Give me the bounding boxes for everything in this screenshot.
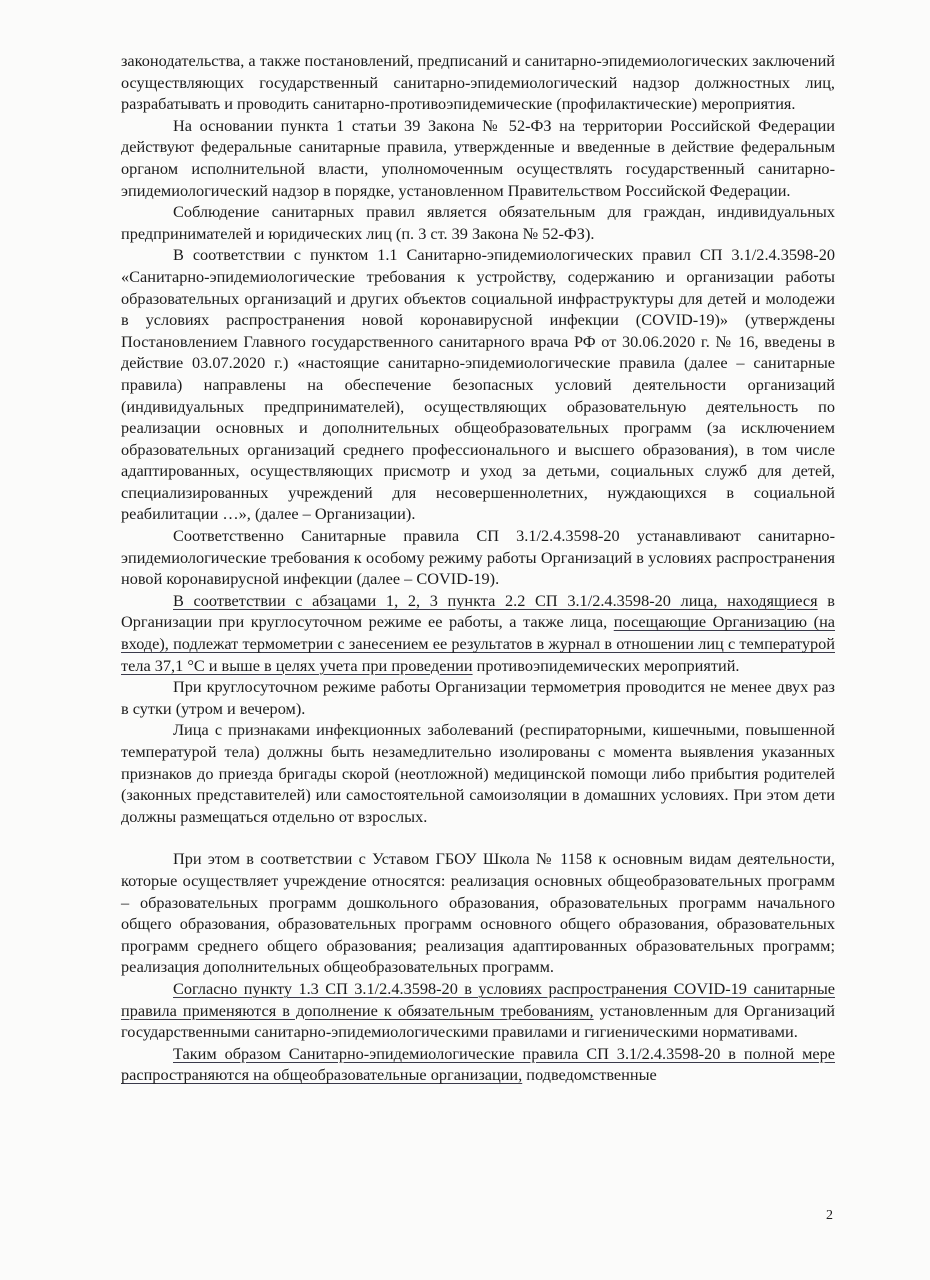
paragraph: Соблюдение санитарных правил является обязательным для граждан, индивидуальных предпринимателей и юридических лиц (п. 3 ст. 39 Закона № 52-ФЗ). [121,202,835,243]
paragraph-highlighted [121,590,835,676]
paragraph: Соответственно Санитарные правила СП 3.1/2.4.3598-20 устанавливают санитарно-эпидемиологические требования к особому режиму работы Организаций в условиях распространения новой коронавирусной инфекции (далее – COVID-19). [121,526,835,589]
plain-text: противоэпидемических мероприятий. [472,655,740,675]
paragraph: При этом в соответствии с Уставом ГБОУ Школа № 1158 к основным видам деятельности, которые осуществляет учреждение относятся: реализация основных общеобразовательных программ – образовательных программ дошкольного образования, образовательных программ начального общего образования, образовательных программ основного общего образования, образовательных программ среднего общего образования; реализация адаптированных образовательных программ; реализация дополнительных общеобразовательных программ. [121,849,835,977]
paragraph-highlighted [121,978,835,1043]
underlined-text: посещающие Организацию (на входе), подлежат термометрии с занесением ее результатов в журнал в отношении лиц с температурой тела 37,1 °С и выше в целях учета при проведении [121,612,836,675]
plain-text: установленным для Организаций государственными санитарно-эпидемиологическими правилами и гигиеническими нормативами. [121,1000,836,1042]
underlined-text: Согласно пункту 1.3 СП 3.1/2.4.3598-20 в условиях распространения COVID-19 санитарные правила применяются в дополнение к обязательным требованиям, [121,978,835,1020]
page-number: 2 [826,1208,833,1223]
plain-text: подведомственные [522,1065,657,1085]
paragraph: При круглосуточном режиме работы Организации термометрия проводится не менее двух раз в сутки (утром и вечером). [121,677,835,718]
paragraph: В соответствии с пунктом 1.1 Санитарно-эпидемиологических правил СП 3.1/2.4.3598-20 «Санитарно-эпидемиологические требования к устройству, содержанию и организации работы образовательных организаций и других объектов социальной инфраструктуры для детей и молодежи в условиях распространения новой коронавирусной инфекции (COVID-19)» (утверждены Постановлением Главного государственного санитарного врача РФ от 30.06.2020 г. № 16, введены в действие 03.07.2020 г.) «настоящие санитарно-эпидемиологические правила (далее – санитарные правила) направлены на обеспечение безопасных условий деятельности организаций (индивидуальных предпринимателей), осуществляющих образовательную деятельность по реализации основных и дополнительных общеобразовательных программ (за исключением образовательных организаций среднего профессионального и высшего образования), в том числе адаптированных, осуществляющих присмотр и уход за детьми, социальных служб для детей, специализированных учреждений для несовершеннолетних, нуждающихся в социальной реабилитации …», (далее – Организации). [121,245,835,524]
document-body [121,50,835,1086]
paragraph: Лица с признаками инфекционных заболеваний (респираторными, кишечными, повышенной температурой тела) должны быть незамедлительно изолированы с момента выявления указанных признаков до приезда бригады скорой (неотложной) медицинской помощи либо прибытия родителей (законных представителей) или самостоятельной самоизоляции в домашних условиях. При этом дети должны размещаться отдельно от взрослых. [121,720,835,826]
paragraph: законодательства, а также постановлений, предписаний и санитарно-эпидемиологических заключений осуществляющих государственный санитарно-эпидемиологический надзор должностных лиц, разрабатывать и проводить санитарно-противоэпидемические (профилактические) мероприятия. [121,51,835,114]
underlined-text: В соответствии с абзацами 1, 2, 3 пункта 2.2 СП 3.1/2.4.3598-20 лица, находящиеся [173,590,818,610]
paragraph-highlighted [121,1043,835,1086]
paragraph: На основании пункта 1 статьи 39 Закона № 52-ФЗ на территории Российской Федерации действуют федеральные санитарные правила, утвержденные и введенные в действие федеральным органом исполнительной власти, уполномоченным осуществлять государственный санитарно-эпидемиологический надзор в порядке, установленном Правительством Российской Федерации. [121,115,835,200]
underlined-text: Таким образом Санитарно-эпидемиологические правила СП 3.1/2.4.3598-20 в полной мере распространяются на общеобразовательные организации, [121,1043,835,1085]
plain-text: в Организации при круглосуточном режиме ее работы, а также лица, [121,590,835,632]
